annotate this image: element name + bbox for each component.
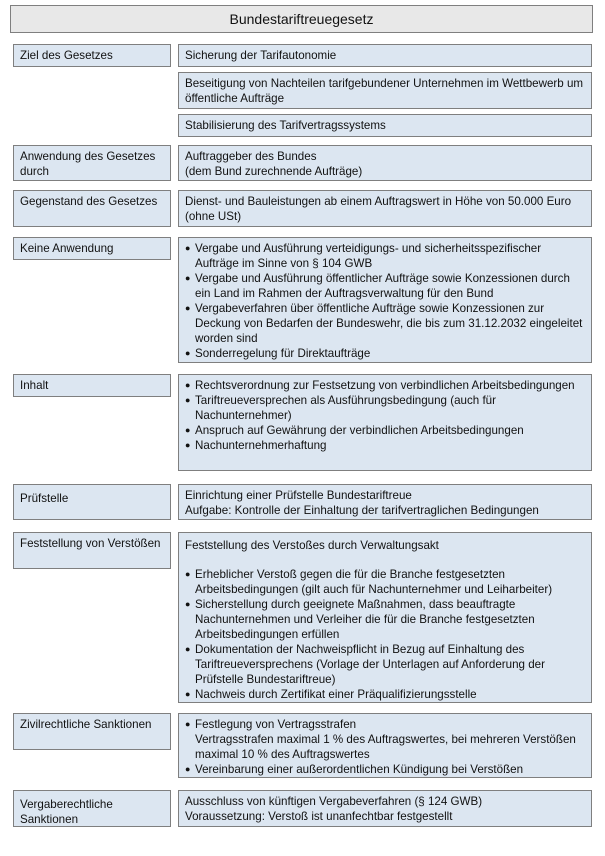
label-feststellung: Feststellung von Verstößen <box>13 532 171 569</box>
zivil-bullet-1-detail: Vertragsstrafen maximal 1 % des Auftragswertes, bei mehreren Verstößen maximal 10 % des Auftragswertes <box>195 733 576 761</box>
list-item: ● Dokumentation der Nachweispflicht in Bezug auf Einhaltung des Tariftreueversprechens (Vorlage der Unterlagen auf Anforderung der Prüfstelle Bundestariftreue) <box>185 642 587 687</box>
label-ziel: Ziel des Gesetzes <box>13 44 171 67</box>
zivil-bullet-1: ● Festlegung von Vertragsstrafen <box>195 718 357 731</box>
list-item: ● Vergabe und Ausführung verteidigungs- und sicherheitsspezifischer Aufträge im Sinne von § 104 GWB <box>185 241 587 271</box>
list-item: ● Rechtsverordnung zur Festsetzung von verbindlichen Arbeitsbedingungen <box>185 378 587 393</box>
anwendung-content <box>178 145 592 181</box>
label-vergaberechtliche-sanktionen: Vergaberechtliche Sanktionen <box>13 790 171 827</box>
label-anwendung: Anwendung des Gesetzes durch <box>13 145 171 181</box>
label-keine-anwendung: Keine Anwendung <box>13 237 171 260</box>
ziel-item-1: Sicherung der Tarifautonomie <box>178 44 592 67</box>
label-zivilrechtliche-sanktionen: Zivilrechtliche Sanktionen <box>13 713 171 750</box>
vergabe-line: Ausschluss von künftigen Vergabeverfahren (§ 124 GWB) <box>185 795 483 808</box>
label-inhalt: Inhalt <box>13 374 171 397</box>
pruefstelle-content <box>178 484 592 520</box>
feststellung-lead: Feststellung des Verstoßes durch Verwaltungsakt <box>185 539 439 552</box>
ziel-item-3: Stabilisierung des Tarifvertragssystems <box>178 114 592 137</box>
list-item: ● Tariftreueversprechen als Ausführungsbedingung (auch für Nachunternehmer) <box>185 393 587 423</box>
pruefstelle-line: Einrichtung einer Prüfstelle Bundestariftreue <box>185 489 412 502</box>
vergabe-line: Voraussetzung: Verstoß ist unanfechtbar festgestellt <box>185 810 453 823</box>
page-title: Bundestariftreuegesetz <box>10 5 593 33</box>
list-item: ● Erheblicher Verstoß gegen die für die Branche festgesetzten Arbeitsbedingungen (gilt auch für Nachunternehmer und Leiharbeiter) <box>185 567 587 597</box>
list-item: ● Sicherstellung durch geeignete Maßnahmen, dass beauftragte Nachunternehmen und Verleiher die für die Branche festgesetzten Arbeitsbedingungen erfüllen <box>185 597 587 642</box>
feststellung-content <box>178 532 592 703</box>
gegenstand-content: Dienst- und Bauleistungen ab einem Auftragswert in Höhe von 50.000 Euro (ohne USt) <box>178 190 592 227</box>
list-item: ● Nachweis durch Zertifikat einer Präqualifizierungsstelle <box>185 687 587 702</box>
label-gegenstand: Gegenstand des Gesetzes <box>13 190 171 227</box>
ziel-item-2: Beseitigung von Nachteilen tarifgebundener Unternehmen im Wettbewerb um öffentliche Aufträge <box>178 72 592 109</box>
list-item <box>185 717 587 762</box>
inhalt-content <box>178 374 592 471</box>
label-pruefstelle: Prüfstelle <box>13 484 171 520</box>
anwendung-line: Auftraggeber des Bundes <box>185 150 317 163</box>
list-item: ● Nachunternehmerhaftung <box>185 438 587 453</box>
list-item: ● Vergabe und Ausführung öffentlicher Aufträge sowie Konzessionen durch ein Land im Rahmen der Auftragsverwaltung für den Bund <box>185 271 587 301</box>
list-item: ● Vergabeverfahren über öffentliche Aufträge sowie Konzessionen zur Deckung von Bedarfen der Bundeswehr, die bis zum 31.12.2032 eingeleitet worden sind <box>185 301 587 346</box>
keine-anwendung-content <box>178 237 592 363</box>
vergabe-content <box>178 790 592 827</box>
list-item: ● Anspruch auf Gewährung der verbindlichen Arbeitsbedingungen <box>185 423 587 438</box>
list-item: ● Sonderregelung für Direktaufträge <box>185 346 587 361</box>
pruefstelle-line: Aufgabe: Kontrolle der Einhaltung der tarifvertraglichen Bedingungen <box>185 504 539 517</box>
list-item: ● Vereinbarung einer außerordentlichen Kündigung bei Verstößen <box>185 762 587 777</box>
anwendung-line: (dem Bund zurechnende Aufträge) <box>185 165 363 178</box>
zivil-content <box>178 713 592 778</box>
